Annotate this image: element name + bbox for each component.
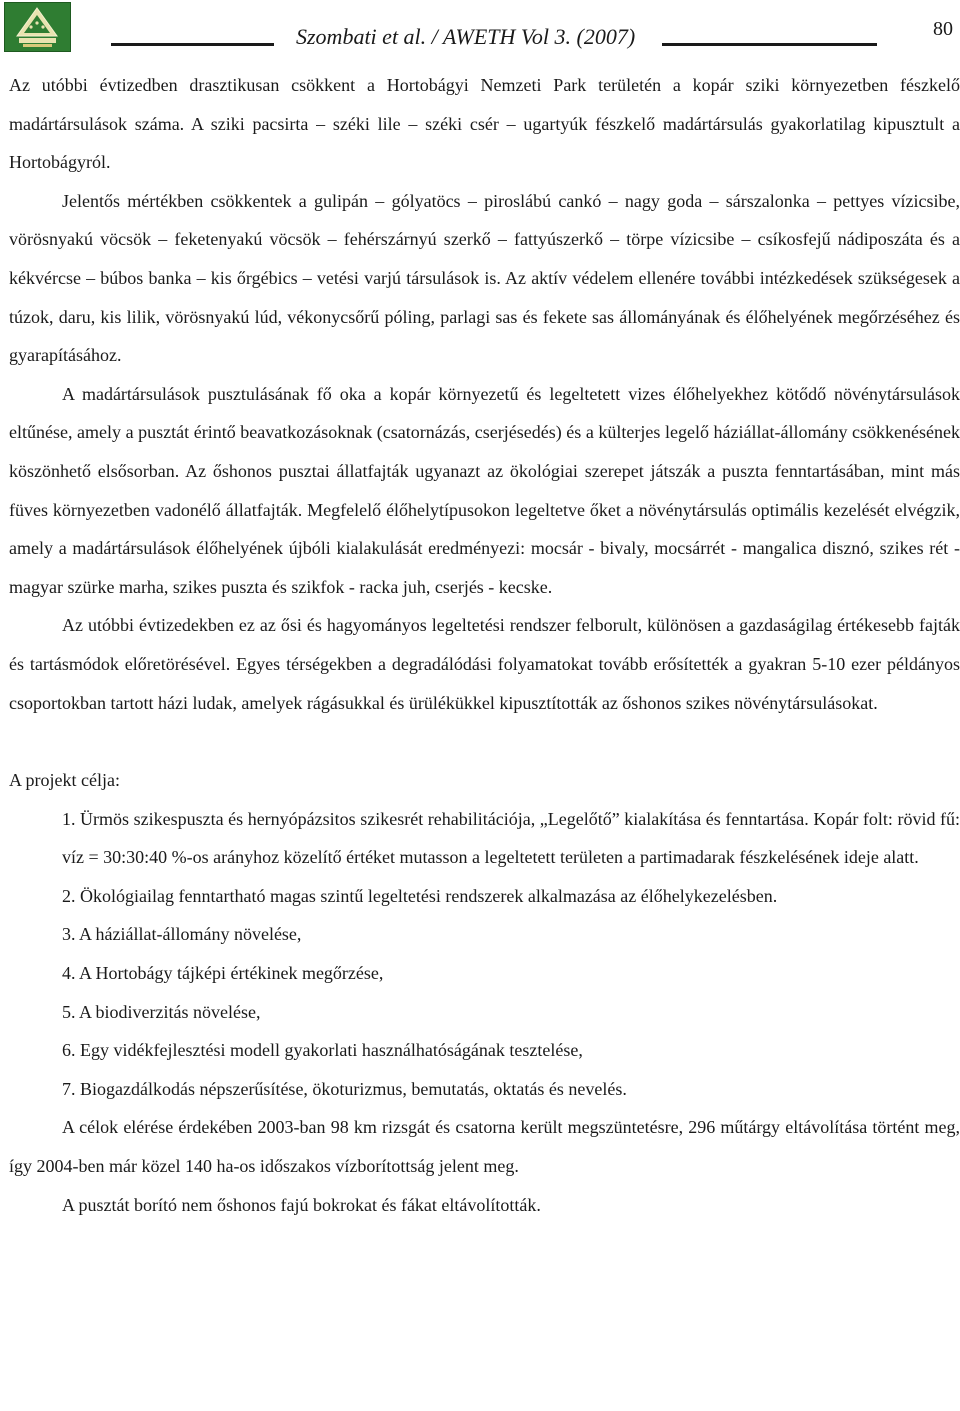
- running-header: Szombati et al. / AWETH Vol 3. (2007): [296, 24, 636, 49]
- goal-item: 2. Ökológiailag fenntartható magas szintű legeltetési rendszerek alkalmazása az élőhelykezelésben.: [62, 885, 778, 906]
- goal-item: 6. Egy vidékfejlesztési modell gyakorlati használhatóságának tesztelése,: [62, 1040, 583, 1061]
- section-heading: A projekt célja:: [9, 770, 120, 791]
- paragraph: Az utóbbi évtizedben drasztikusan csökkent a Hortobágyi Nemzeti Park területén a kopár sziki környezetben fészkelő madártársulások száma. A sziki pacsirta – széki lile – széki csér – ugartyúk fészkelő madártársulás gyakorlatilag kipusztult a Hortobágyról.: [9, 75, 960, 173]
- paragraph: Jelentős mértékben csökkentek a gulipán – gólyatöcs – piroslábú cankó – nagy goda – sárszalonka – pettyes vízicsibe, vörösnyakú vöcsök – feketenyakú vöcsök – fehérszárnyú szerkő – fattyúszerkő – törpe vízicsibe – csíkosfejű nádiposzáta és a kékvércse – búbos banka – kis őrgébics – vetési varjú társulások is. Az aktív védelem ellenére további intézkedések szükségesek a túzok, daru, kis lilik, vörösnyakú lúd, vékonycsőrű póling, parlagi sas és fekete sas állományának és élőhelyének megőrzéséhez és gyarapításához.: [9, 190, 960, 366]
- paragraph: A pusztát borító nem őshonos fajú bokrokat és fákat eltávolították.: [62, 1194, 541, 1215]
- goal-item: 4. A Hortobágy tájképi értékinek megőrzése,: [62, 963, 384, 984]
- section-spacer: [9, 722, 960, 761]
- header-rule-right: [662, 43, 877, 46]
- goal-item: 3. A háziállat-állomány növelése,: [62, 924, 302, 945]
- page-number: 80: [933, 18, 953, 40]
- article-body: [9, 66, 960, 1224]
- goal-item: 5. A biodiverzitás növelése,: [62, 1001, 261, 1022]
- goal-item: 7. Biogazdálkodás népszerűsítése, ökoturizmus, bemutatás, oktatás és nevelés.: [62, 1078, 627, 1099]
- paragraph: Az utóbbi évtizedekben ez az ősi és hagyományos legeltetési rendszer felborult, különösen a gazdaságilag értékesebb fajták és tartásmódok előretörésével. Egyes térségekben a degradálódási folyamatokat tovább erősítették a gyakran 5-10 ezer példányos csoportokban tartott házi ludak, amelyek rágásukkal és ürülékükkel kipusztították az őshonos szikes növénytársulásokat.: [9, 615, 960, 713]
- journal-logo-icon: [4, 2, 71, 52]
- paragraph: A madártársulások pusztulásának fő oka a kopár környezetű és legeltetett vizes élőhelyekhez kötődő növénytársulások eltűnése, amely a pusztát érintő beavatkozásoknak (csatornázás, cserjésedés) és a külterjes legelő háziállat-állomány csökkenésének köszönhető elsősorban. Az őshonos pusztai állatfajták ugyanazt az ökológiai szerepet játszák a puszta fenntartásában, mint más füves környezetben vadonélő állatfajták. Megfelelő élőhelytípusokon legeltetve őket a növénytársulás optimális kezelését elvégzik, amely a madártársulások élőhelyének újbóli kialakulását eredményezi: mocsár - bivaly, mocsárrét - mangalica disznó, szikes rét - magyar szürke marha, szikes puszta és szikfok - racka juh, cserjés - kecske.: [9, 383, 960, 597]
- goals-list: [9, 800, 960, 1109]
- paragraph: A célok elérése érdekében 2003-ban 98 km rizsgát és csatorna került megszüntetésre, 296 műtárgy eltávolítása történt meg, így 2004-ben már közel 140 ha-os időszakos vízborítottság jelent meg.: [9, 1117, 960, 1177]
- goal-item: 1. Ürmös szikespuszta és hernyópázsitos szikesrét rehabilitációja, „Legelőtő” kialakítása és fenntartása. Kopár folt: rövid fű: víz = 30:30:40 %-os arányhoz közelítő értéket mutasson a legeltetett területen a partimadarak fészkelésének ideje alatt.: [62, 808, 960, 868]
- header-rule-left: [111, 43, 274, 46]
